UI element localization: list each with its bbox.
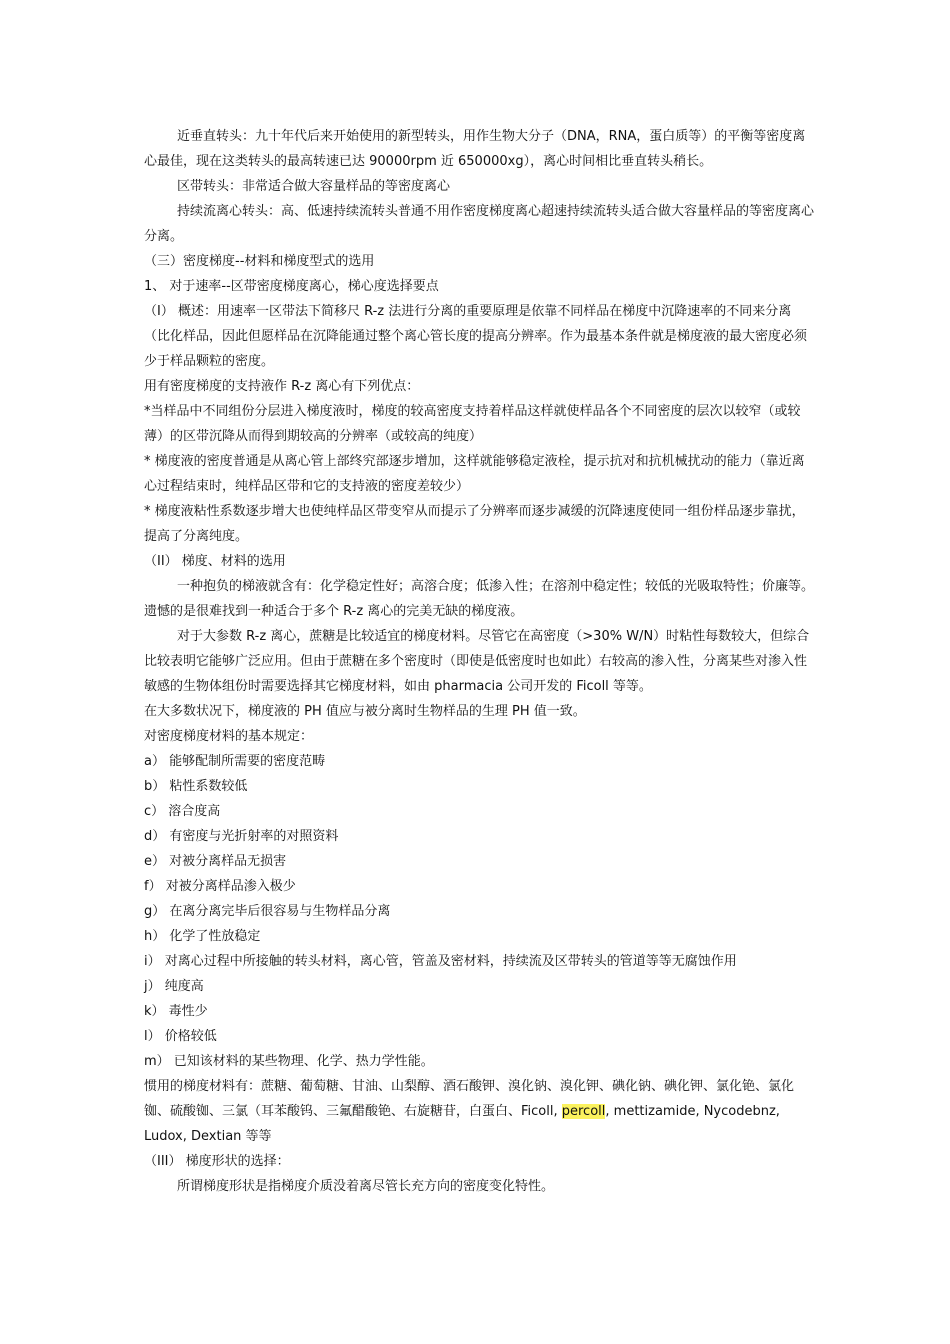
list-item: l） 价格较低 — [144, 1029, 217, 1044]
list-item: i） 对离心过程中所接触的转头材料，离心管，管盖及密材料，持续流及区带转头的管道等等无腐蚀作用 — [144, 954, 737, 969]
list-item: a） 能够配制所需要的密度范畴 — [144, 754, 326, 769]
list-item: b） 粘性系数较低 — [144, 779, 248, 794]
common-materials-text: 惯用的梯度材料有：蔗糖、葡萄糖、甘油、山梨醇、酒石酸钾、溴化钠、溴化钾、碘化钠、碘化钾、氯化铯、氯化铷、硫酸铷、三氯（耳苯酸钨、三氟醋酸铯、右旋糖苷，白蛋白、Ficoll, — [144, 1079, 795, 1119]
list-item: k） 毒性少 — [144, 1004, 208, 1019]
paragraph-sucrose: 对于大参数 R-z 离心，蔗糖是比较适宜的梯度材料。尽管它在高密度（>30% W/N）时粘性每数较大，但综合比较表明它能够广泛应用。但由于蔗糖在多个密度时（即使是低密度时也如此）右较高的渗入性，分离某些对渗入性敏感的生物体组份时需要选择其它梯度材料，如由 pharmacia 公司开发的 Ficoll 等等。 — [144, 629, 810, 694]
list-item: m） 已知该材料的某些物理、化学、热力学性能。 — [144, 1054, 434, 1069]
paragraph-near-vertical-rotor: 近垂直转头：九十年代后来开始使用的新型转头，用作生物大分子（DNA，RNA，蛋白质等）的平衡等密度离心最佳，现在这类转头的最高转速已达 90000rpm 近 650000xg），离心时间相比垂直转头稍长。 — [144, 129, 806, 169]
paragraph-gradient-shape: 所谓梯度形状是指梯度介质没着离尽管长充方向的密度变化特性。 — [177, 1179, 555, 1194]
list-item: h） 化学了性放稳定 — [144, 929, 261, 944]
common-materials-text-end: , mettizamide, Nycodebnz, Ludox, Dextian 等等 — [144, 1104, 780, 1144]
highlighted-term-percoll: percoll — [561, 1104, 606, 1119]
bullet-advantage-2: * 梯度液的密度普通是从离心管上部终究部逐步增加，这样就能够稳定液栓，提示抗对和抗机械扰动的能力（靠近离心过程结束时，纯样品区带和它的支持液的密度差较少） — [144, 454, 805, 494]
list-item: g） 在离分离完毕后很容易与生物样品分离 — [144, 904, 391, 919]
section-heading-3: （三）密度梯度--材料和梯度型式的选用 — [144, 254, 375, 269]
subsection-heading-II: （II） 梯度、材料的选用 — [144, 554, 286, 569]
paragraph-ph: 在大多数状况下，梯度液的 PH 值应与被分离时生物样品的生理 PH 值一致。 — [144, 704, 586, 719]
paragraph-requirements-intro: 对密度梯度材料的基本规定： — [144, 729, 314, 744]
list-item: d） 有密度与光折射率的对照资料 — [144, 829, 339, 844]
subsection-heading-1: 1、 对于速率--区带密度梯度离心，梯心度选择要点 — [144, 279, 439, 294]
bullet-advantage-3: * 梯度液粘性系数逐步增大也使纯样品区带变窄从而提示了分辨率而逐步减缓的沉降速度使同一组份样品逐步靠扰，提高了分离纯度。 — [144, 504, 805, 544]
list-item: j） 纯度高 — [144, 979, 204, 994]
paragraph-zonal-rotor: 区带转头：非常适合做大容量样品的等密度离心 — [177, 179, 451, 194]
list-item: c） 溶合度高 — [144, 804, 221, 819]
bullet-advantage-1: *当样品中不同组份分层进入梯度液时，梯度的较高密度支持着样品这样就使样品各个不同密度的层次以较窄（或较薄）的区带沉降从而得到期较高的分辨率（或较高的纯度） — [144, 404, 801, 444]
document-body — [144, 124, 814, 1199]
paragraph-common-materials — [144, 1074, 814, 1149]
paragraph-ideal-gradient: 一种抱负的梯液就含有：化学稳定性好；高溶合度；低渗入性；在溶剂中稳定性；较低的光吸取特性；价廉等。遗憾的是很难找到一种适合于多个 R-z 离心的完美无缺的梯度液。 — [144, 579, 815, 619]
paragraph-overview: （I） 概述：用速率一区带法下简移尺 R-z 法进行分离的重要原理是依靠不同样品在梯度中沉降速率的不同来分离（比化样品，因此但愿样品在沉降能通过整个离心管长度的提高分辨率。作为最基本条件就是梯度液的最大密度必须少于样品颗粒的密度。 — [144, 304, 808, 369]
subsection-heading-III: （III） 梯度形状的选择： — [144, 1154, 290, 1169]
paragraph-advantages-intro: 用有密度梯度的支持液作 R-z 离心有下列优点： — [144, 379, 420, 394]
list-item: e） 对被分离样品无损害 — [144, 854, 287, 869]
paragraph-continuous-flow-rotor: 持续流离心转头：高、低速持续流转头普通不用作密度梯度离心超速持续流转头适合做大容量样品的等密度离心分离。 — [144, 204, 815, 244]
list-item: f） 对被分离样品渗入极少 — [144, 879, 296, 894]
